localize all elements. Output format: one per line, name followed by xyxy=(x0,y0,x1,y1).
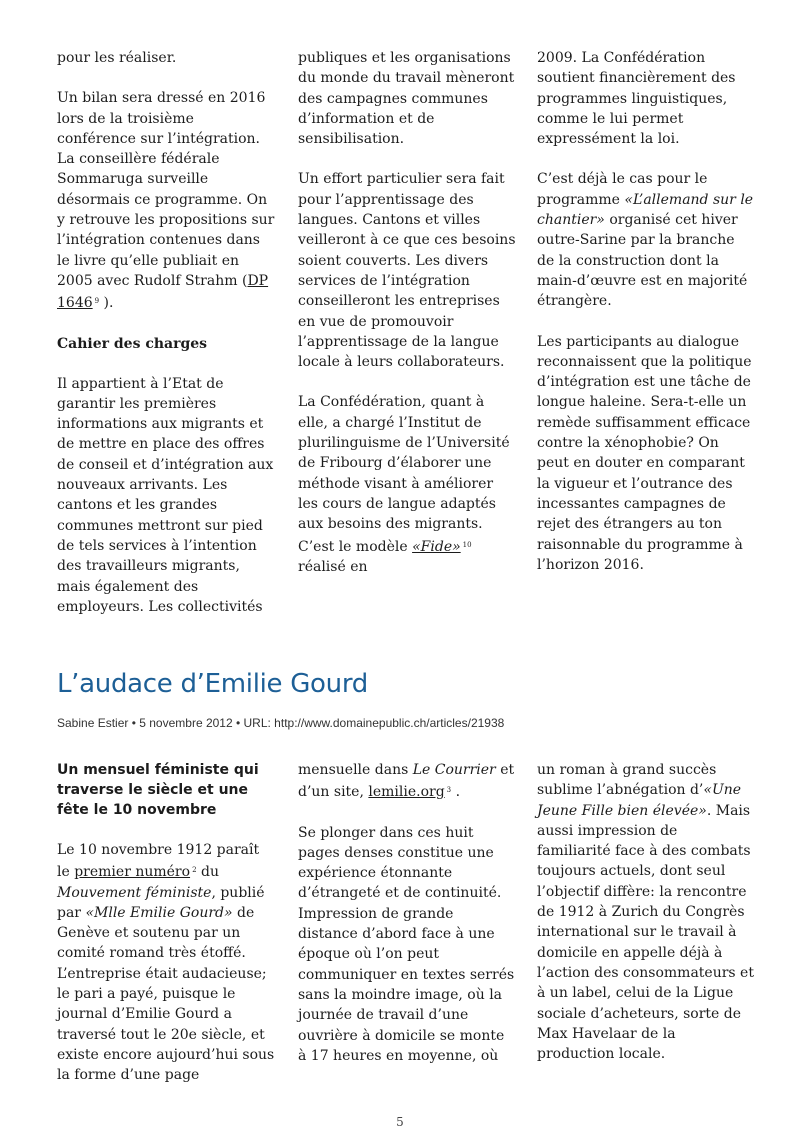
emphasis: «Une Jeune Fille bien élevée» xyxy=(537,782,742,819)
text-run: réalisé en xyxy=(298,558,368,575)
footnote-ref: 10 xyxy=(462,540,472,549)
text-run: . Mais aussi impression de familiarité face à des combats toujours actuels, dont seul l’objectif diffère: la rencontre de 1912 à Zurich du Congrès international sur le travail à domicile en appelle déjà à l’action des consommateurs et à un label, celui de la Ligue sociale d’acheteurs, sorte de Max Havelaar de la production locale. xyxy=(537,802,754,1063)
top-column-3 xyxy=(537,48,755,575)
text-run: du xyxy=(196,864,219,881)
text-run: et d’un site, xyxy=(298,762,515,801)
text-run: ). xyxy=(99,295,114,312)
text-run: mensuelle dans xyxy=(298,762,413,778)
footnote-ref: 3 xyxy=(446,786,452,795)
paragraph: Il appartient à l’Etat de garantir les premières informations aux migrants et de mettre en place des offres de conseil et d’intégration aux nouveaux arrivants. Les cantons et les grandes communes mettront sur pied de tels services à l’intention des travailleurs migrants, mais également des employeurs. Les collectivités xyxy=(57,375,274,615)
emphasis: Mouvement féministe xyxy=(57,884,212,901)
paragraph: Les participants au dialogue reconnaissent que la politique d’intégration est une tâche de longue haleine. Sera-t-elle un remède suffisamment efficace contre la xénophobie? On peut en douter en comparant la vigueur et l’outrance des incessantes campagnes de rejet des étrangers au ton raisonnable du programme à l’horizon 2016. xyxy=(537,333,752,573)
paragraph: publiques et les organisations du monde du travail mèneront des campagnes communes d’information et de sensibilisation. xyxy=(298,50,515,148)
page-number: 5 xyxy=(396,1115,404,1129)
footnote-ref: 2 xyxy=(192,866,197,875)
paragraph xyxy=(298,392,516,577)
paragraph xyxy=(298,760,516,803)
bottom-column-2 xyxy=(298,760,516,1066)
text-run: de Genève et soutenu par un comité romand très étoffé. L’entreprise était audacieuse; le pari a payé, puisque le journal d’Emilie Gourd a traversé tout le 20e siècle, et existe encore aujourd’hui sous la forme d’une page xyxy=(57,904,275,1084)
bottom-column-1 xyxy=(57,760,275,1086)
article-lead: Un mensuel féministe qui traverse le siècle et une fête le 10 novembre xyxy=(57,762,259,818)
link-premier-numero[interactable]: premier numéro xyxy=(74,864,191,881)
text-run: C’est déjà le cas pour le programme xyxy=(537,171,708,208)
text-run: organisé cet hiver outre-Sarine par la branche de la construction dont la main-d’œuvre est en majorité étrangère. xyxy=(537,212,748,310)
link-lemilie-org[interactable]: lemilie.org xyxy=(368,784,445,801)
bottom-column-3 xyxy=(537,760,755,1064)
paragraph xyxy=(57,840,275,1086)
paragraph: Se plonger dans ces huit pages denses constitue une expérience étonnante d’étrangeté et de continuité. Impression de grande distance d’abord face à une époque où l’on peut communiquer en textes serrés sans la moindre image, où la journée de travail d’une ouvrière à domicile se monte à 17 heures en moyenne, où xyxy=(298,824,515,1064)
text-run: un roman à grand succès sublime l’abnégation d’ xyxy=(537,762,717,799)
text-run: Le 10 novembre 1912 paraît le xyxy=(57,842,260,881)
paragraph xyxy=(537,760,755,1064)
section-heading: Cahier des charges xyxy=(57,335,208,352)
link-fide[interactable] xyxy=(412,539,461,555)
paragraph: pour les réaliser. xyxy=(57,50,177,66)
top-column-2 xyxy=(298,48,516,577)
link-dp-1646[interactable]: DP 1646 xyxy=(57,272,269,312)
paragraph xyxy=(57,88,275,313)
article-title: L’audace d’Emilie Gourd xyxy=(57,669,368,699)
article-byline: Sabine Estier • 5 novembre 2012 • URL: http://www.domainepublic.ch/articles/21938 xyxy=(57,716,505,730)
top-column-1 xyxy=(57,48,275,617)
paragraph xyxy=(537,169,755,311)
emphasis: «L’allemand sur le chantier» xyxy=(537,191,754,229)
text-run: . xyxy=(451,784,461,801)
link-text: «Fide» xyxy=(412,538,461,555)
text-run: , publié par xyxy=(57,884,265,921)
footnote-ref: 9 xyxy=(94,297,100,306)
paragraph: Un effort particulier sera fait pour l’apprentissage des langues. Cantons et villes veilleront à ce que ces besoins soient couverts. Les divers services de l’intégration conseilleront les entreprises en vue de promouvoir l’apprentissage de la langue locale à leurs collaborateurs. xyxy=(298,171,516,371)
emphasis: «Mlle Emilie Gourd» xyxy=(85,904,233,921)
emphasis: Le Courrier xyxy=(412,762,496,778)
text-run: Un bilan sera dressé en 2016 lors de la troisième conférence sur l’intégration. La conseillère fédérale Sommaruga surveille désormais ce programme. On y retrouve les propositions sur l’intégration contenues dans le livre qu’elle publiait en 2005 avec Rudolf Strahm ( xyxy=(57,90,275,289)
paragraph: 2009. La Confédération soutient financièrement des programmes linguistiques, comme le lui permet expressément la loi. xyxy=(537,50,736,148)
text-run: La Confédération, quant à elle, a chargé l’Institut de plurilinguisme de l’Université de Fribourg d’élaborer une méthode visant à améliorer les cours de langue adaptés aux besoins des migrants. C’est le modèle xyxy=(298,394,510,555)
